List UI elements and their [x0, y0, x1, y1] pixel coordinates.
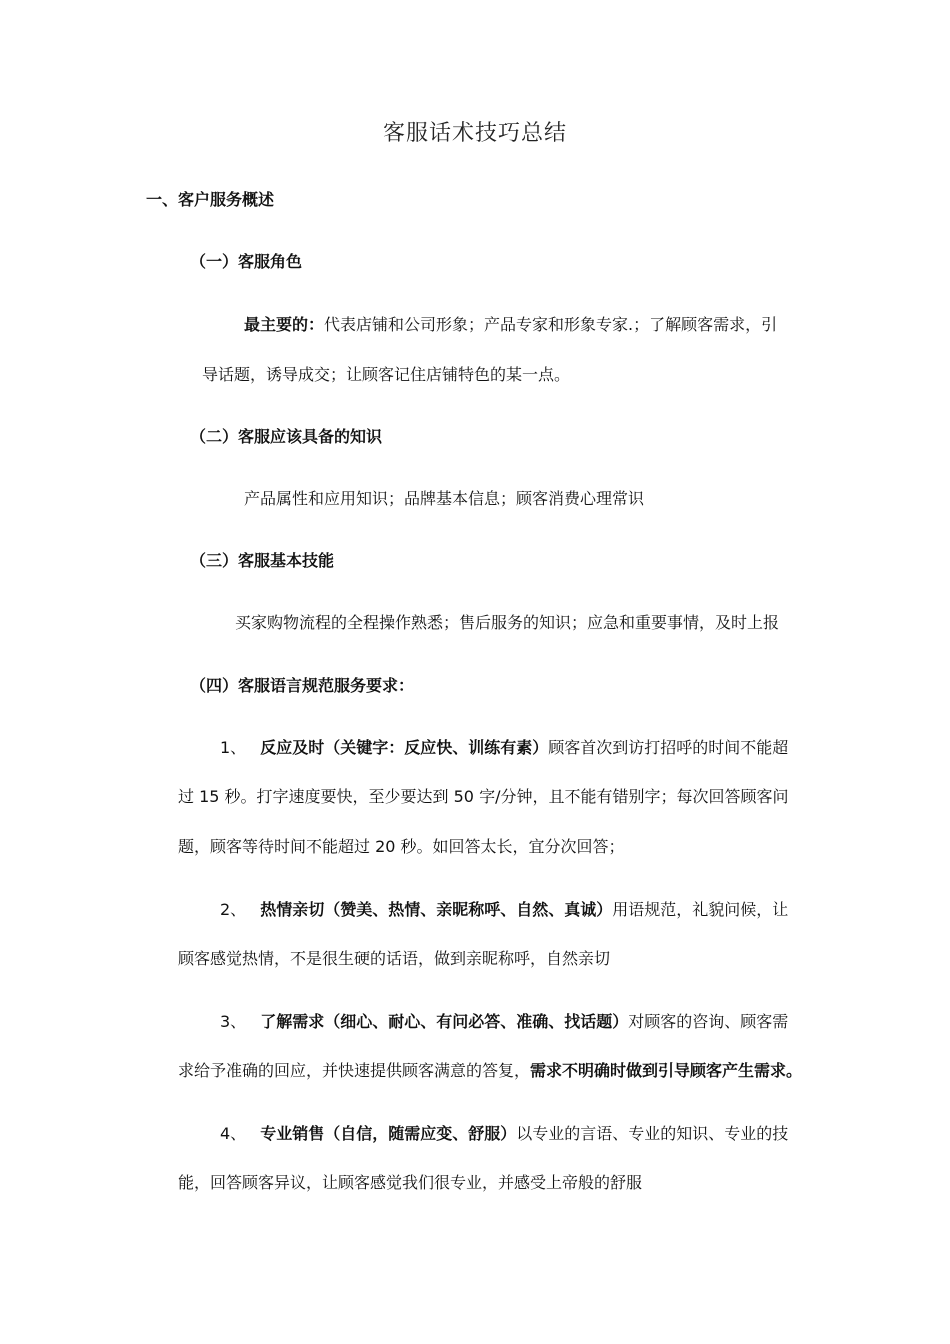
list-item-3-line1	[220, 1011, 788, 1033]
item-number: 2、	[220, 900, 247, 919]
list-item-3-line2	[178, 1060, 802, 1082]
paragraph-line: 产品属性和应用知识；品牌基本信息；顾客消费心理常识	[244, 489, 645, 508]
list-item-1-line1	[220, 737, 788, 759]
item-text: 用语规范，礼貌问候，让	[612, 900, 789, 919]
paragraph-text: 代表店铺和公司形象；产品专家和形象专家.；了解顾客需求，引	[324, 315, 778, 334]
subsection-heading-2: （二）客服应该具备的知识	[190, 427, 383, 446]
list-item-4-line1	[220, 1123, 788, 1145]
item-bold-text: 专业销售（自信，随需应变、舒服）	[260, 1124, 517, 1143]
paragraph-line	[244, 314, 777, 336]
subsection-heading-4: （四）客服语言规范服务要求：	[190, 676, 415, 695]
document-title: 客服话术技巧总结	[382, 121, 567, 146]
subsection-heading-3: （三）客服基本技能	[190, 551, 335, 570]
paragraph-line: 买家购物流程的全程操作熟悉；售后服务的知识；应急和重要事情，及时上报	[235, 613, 780, 632]
subsection-heading-1: （一）客服角色	[190, 252, 303, 271]
item-bold-text: 了解需求（细心、耐心、有问必答、准确、找话题）	[260, 1012, 629, 1031]
list-item-1-line3: 题，顾客等待时间不能超过 20 秒。如回答太长，宜分次回答；	[178, 837, 625, 856]
item-bold-text: 需求不明确时做到引导顾客产生需求。	[530, 1061, 803, 1080]
item-bold-text: 热情亲切（赞美、热情、亲昵称呼、自然、真诚）	[260, 900, 613, 919]
item-text: 顾客首次到访打招呼的时间不能超	[548, 738, 789, 757]
list-item-2-line2: 顾客感觉热情，不是很生硬的话语，做到亲昵称呼，自然亲切	[178, 949, 611, 968]
section-heading: 一、客户服务概述	[146, 190, 275, 209]
item-text: 以专业的言语、专业的知识、专业的技	[516, 1124, 789, 1143]
item-bold-text: 反应及时（关键字：反应快、训练有素）	[260, 738, 549, 757]
item-number: 4、	[220, 1124, 247, 1143]
item-text: 对顾客的咨询、顾客需	[628, 1012, 789, 1031]
item-text: 求给予准确的回应，并快速提供顾客满意的答复，	[178, 1061, 531, 1080]
list-item-2-line1	[220, 899, 788, 921]
list-item-1-line2: 过 15 秒。打字速度要快，至少要达到 50 字/分钟，且不能有错别字；每次回答顾客问	[178, 787, 789, 806]
paragraph-line: 导话题，诱导成交；让顾客记住店铺特色的某一点。	[202, 365, 571, 384]
item-number: 3、	[220, 1012, 247, 1031]
list-item-4-line2: 能，回答顾客异议，让顾客感觉我们很专业，并感受上帝般的舒服	[178, 1173, 643, 1192]
lead-bold-text: 最主要的：	[244, 315, 325, 334]
item-number: 1、	[220, 738, 247, 757]
